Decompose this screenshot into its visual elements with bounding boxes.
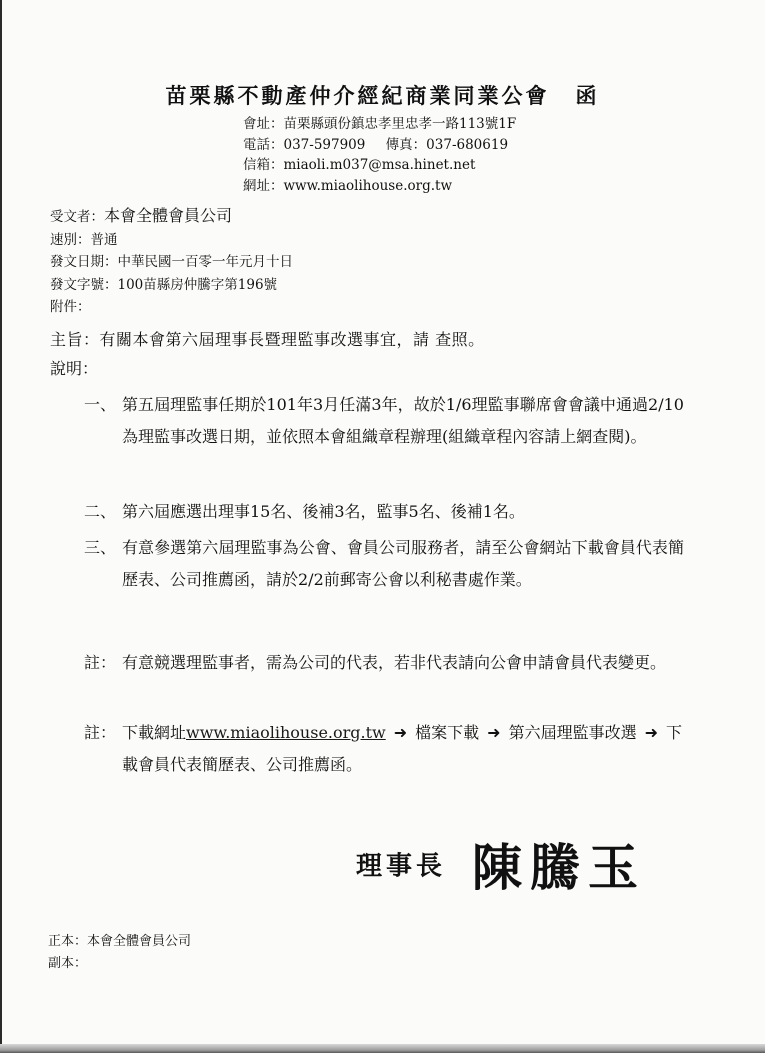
original-value: 本會全體會員公司 (87, 934, 192, 949)
phone-value: 037-597909 (283, 136, 366, 153)
website-link[interactable]: www.miaolihouse.org.tw (186, 723, 386, 742)
fax-value: 037-680619 (426, 136, 509, 153)
signature-block (356, 828, 646, 900)
note-item (84, 647, 684, 679)
address-value: 苗栗縣頭份鎮忠孝里忠孝一路113號1F (283, 116, 517, 132)
explanation-item (84, 532, 684, 596)
step-file-download: 檔案下載 (415, 723, 480, 742)
signer-title: 理事長 (356, 851, 447, 882)
speed-row (50, 229, 293, 252)
item-number: 三、 (84, 538, 117, 557)
contact-block (243, 114, 516, 196)
item-number: 一、 (84, 395, 117, 414)
explanation-heading: 說明： (50, 359, 99, 378)
website-label: 網址： (243, 177, 284, 194)
website-value: www.miaolihouse.org.tw (283, 177, 453, 194)
recipient-label: 受文者： (50, 209, 104, 225)
recipient-value: 本會全體會員公司 (104, 206, 233, 225)
letterhead-title (0, 80, 765, 110)
step-election: 第六屆理監事改選 (508, 723, 637, 742)
copy-recipient-row (48, 953, 191, 975)
step-download-forms: 下載會員代表簡歷表、公司推薦函。 (122, 723, 682, 774)
original-recipient-row (48, 931, 191, 953)
original-label: 正本： (48, 934, 88, 949)
docno-value: 100苗縣房仲騰字第196號 (117, 276, 278, 293)
letter-type: 函 (575, 83, 600, 108)
docno-label: 發文字號： (50, 276, 118, 293)
download-prefix: 下載網址 (122, 723, 187, 742)
note-label: 註： (84, 653, 117, 672)
docno-row (50, 274, 293, 297)
phone-row (243, 135, 516, 156)
explanation-item (84, 389, 684, 453)
note-text (122, 717, 684, 781)
note-text: 有意競選理監事者，需為公司的代表，若非代表請向公會申請會員代表變更。 (122, 653, 667, 672)
date-row (50, 251, 293, 274)
scan-edge (0, 0, 2, 1053)
note-item (84, 717, 684, 781)
email-row (243, 155, 516, 176)
right-arrow-icon: ➜ (487, 723, 501, 742)
speed-label: 速別： (50, 231, 91, 248)
scan-bottom-edge (0, 1044, 765, 1053)
signer-name: 陳騰玉 (472, 838, 647, 897)
item-text: 第六屆應選出理事15名、後補3名，監事5名、後補1名。 (122, 502, 525, 521)
phone-label: 電話： (243, 136, 284, 153)
attachment-row (50, 296, 293, 319)
subject-line (50, 327, 485, 350)
date-value: 中華民國一百零一年元月十日 (117, 254, 293, 270)
recipient-row (50, 205, 293, 229)
right-arrow-icon: ➜ (393, 723, 408, 742)
distribution-list (48, 931, 191, 975)
document-meta (50, 205, 293, 319)
explanation-item (84, 496, 684, 528)
fax-label: 傳真： (385, 136, 427, 153)
address-label: 會址： (243, 116, 284, 132)
organization-name: 苗栗縣不動產仲介經紀商業同業公會 (165, 83, 550, 108)
attachment-label: 附件： (50, 299, 91, 315)
right-arrow-icon: ➜ (644, 723, 658, 742)
date-label: 發文日期： (50, 254, 118, 270)
subject-label: 主旨： (50, 330, 100, 349)
item-number: 二、 (84, 502, 117, 521)
speed-value: 普通 (90, 231, 118, 248)
copy-label: 副本： (48, 956, 88, 971)
email-value: miaoli.m037@msa.hinet.net (283, 157, 476, 173)
subject-text: 有關本會第六屆理事長暨理監事改選事宜，請 查照。 (99, 330, 485, 349)
email-label: 信箱： (243, 157, 284, 173)
website-row (243, 176, 516, 197)
item-text: 第五屆理監事任期於101年3月任滿3年，故於1/6理監事聯席會會議中通過2/10為理監事改選日期，並依照本會組織章程辦理(組織章程內容請上網查閱)。 (122, 395, 684, 446)
item-text: 有意參選第六屆理監事為公會、會員公司服務者，請至公會網站下載會員代表簡歷表、公司推薦函，請於2/2前郵寄公會以利秘書處作業。 (122, 538, 684, 589)
note-label: 註： (84, 723, 117, 742)
address-row (243, 114, 516, 135)
